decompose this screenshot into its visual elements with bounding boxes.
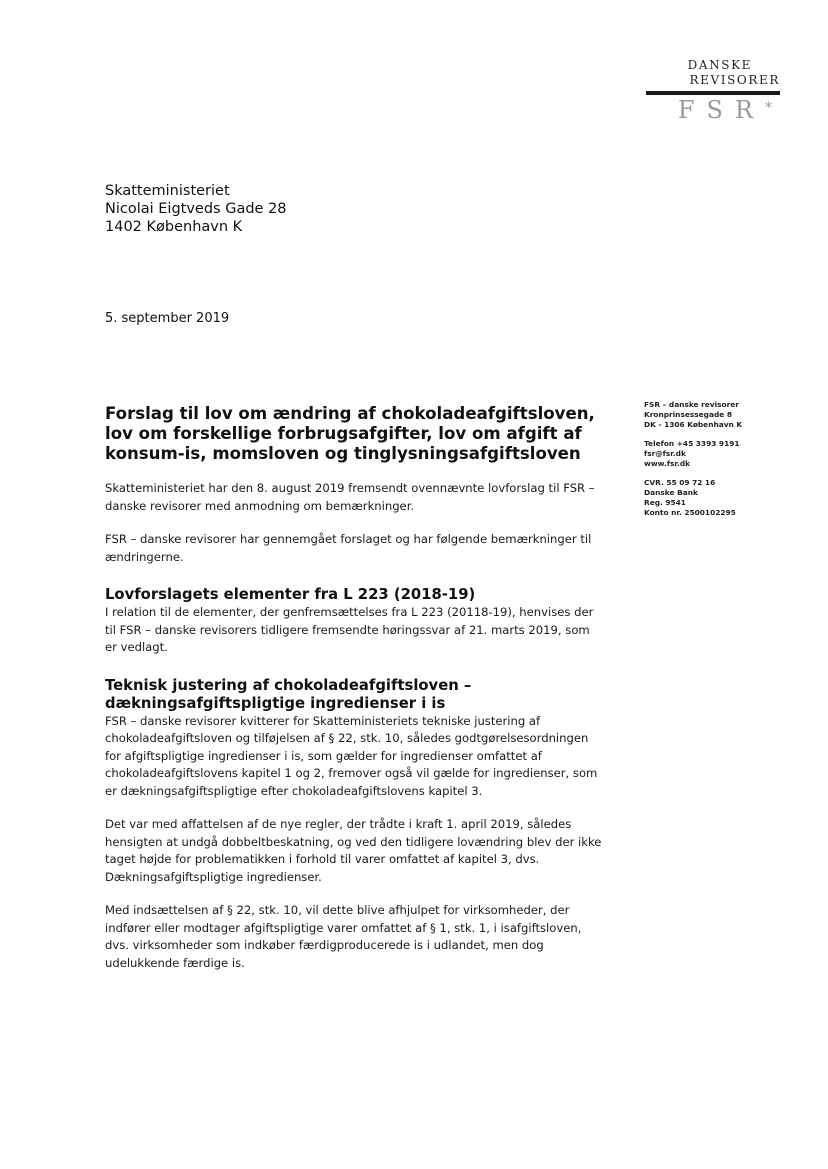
fsr-logo [640,58,780,123]
address-line-3: 1402 København K [105,219,243,235]
sender-bank [644,478,774,518]
paragraph-intro: Skatteministeriet har den 8. august 2019 fremsendt ovennævnte lovforslag til FSR – danske revisorer med anmodning om bemærkninger. [105,481,595,513]
logo-bar [646,91,780,95]
paragraph-remedy: Med indsættelsen af § 22, stk. 10, vil dette blive afhjulpet for virksomheder, der indfører eller modtager afgiftspligtige varer omfattet af § 1, stk. 1, i isafgiftsloven, dvs. virksomheder som indkøber færdigproducerede is i udlandet, men dog udelukkende færdige is. [105,903,582,970]
paragraph-background: Det var med affattelsen af de nye regler, der trådte i kraft 1. april 2019, således hensigten at undgå dobbeltbeskatning, og ved den tidligere lovændring blev der ikke taget højde for problematikken i forhold til varer omfattet af kapitel 3, dvs. Dækningsafgiftspligtige ingredienser. [105,817,602,884]
sender-org: FSR – danske revisorer [644,400,739,409]
sender-contact [644,439,774,469]
sender-reg: Reg. 9541 [644,498,686,507]
sender-city: DK - 1306 København K [644,420,743,429]
paragraph-l223: I relation til de elementer, der genfremsættelses fra L 223 (20118-19), henvises der til FSR – danske revisorers tidligere fremsendte høringssvar af 21. marts 2019, som er vedlagt. [105,605,594,654]
logo-star: * [765,100,772,116]
logo-line-danske: DANSKE [687,58,752,72]
sender-bank-name: Danske Bank [644,488,698,497]
logo-line-revisorer: REVISORER [689,73,780,87]
section-heading-technical-adjustment: Teknisk justering af chokoladeafgiftsloven – dækningsafgiftspligtige ingredienser i is [105,676,472,712]
address-line-2: Nicolai Eigtveds Gade 28 [105,201,287,217]
paragraph-review: FSR – danske revisorer har gennemgået forslaget og har følgende bemærkninger til ændringerne. [105,532,592,564]
sender-cvr: CVR. 55 09 72 16 [644,478,716,487]
logo-mark [640,97,780,123]
sender-address [644,400,774,430]
sender-street: Kronprinsessegade 8 [644,410,732,419]
address-line-1: Skatteministeriet [105,183,230,199]
logo-mark-text: FSR [677,96,765,124]
recipient-address [105,182,287,236]
sender-email: fsr@fsr.dk [644,449,686,458]
paragraph-adjustment: FSR – danske revisorer kvitterer for Skatteministeriets tekniske justering af chokoladeafgiftsloven og tilføjelsen af § 22, stk. 10, således godtgørelsesordningen for afgiftspligtige ingredienser i is, som gælder for ingredienser omfattet af chokoladeafgiftslovens kapitel 1 og 2, fremover også vil gælde for ingredienser, som er dækningsafgiftspligtige efter chokoladeafgiftslovens kapitel 3. [105,713,598,798]
sender-contact-block [644,400,774,527]
letter-title: Forslag til lov om ændring af chokoladeafgiftsloven, lov om forskellige forbrugsafgifter, lov om afgift af konsum-is, momsloven og tinglysningsafgiftsloven [105,404,595,463]
letter-body [105,404,605,988]
sender-web: www.fsr.dk [644,459,691,468]
section-heading-l223: Lovforslagets elementer fra L 223 (2018-19) [105,586,476,603]
letter-date: 5. september 2019 [105,311,230,326]
sender-account: Konto nr. 2500102295 [644,508,736,517]
sender-phone: Telefon +45 3393 9191 [644,439,740,448]
